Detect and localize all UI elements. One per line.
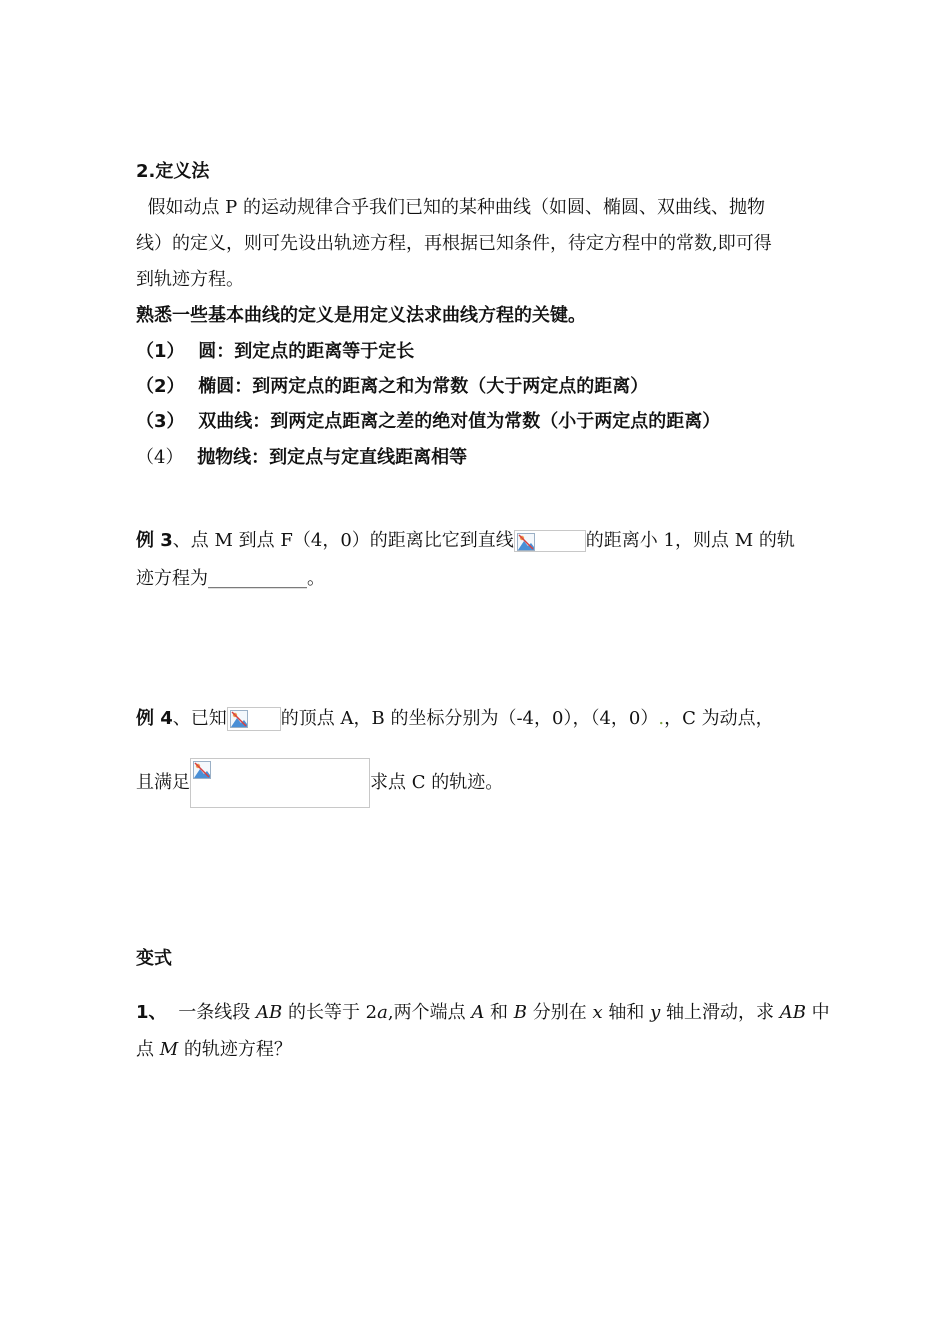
definition-2 (136, 375, 648, 399)
example4-line-2 (136, 758, 503, 808)
broken-image-icon (193, 761, 211, 779)
definition-text: 椭圆：到两定点的距离之和为常数（大于两定点的距离） (198, 376, 649, 397)
intro-line-2: 线）的定义，则可先设出轨迹方程，再根据已知条件，待定方程中的常数,即可得 (136, 233, 772, 254)
definition-1 (136, 340, 414, 364)
broken-image-icon (517, 533, 535, 551)
intro-line-1: 假如动点 P 的运动规律合乎我们已知的某种曲线（如圆、椭圆、双曲线、抛物 (136, 197, 765, 218)
variant-problem-1-line-2: 点 M 的轨迹方程？ (136, 1039, 292, 1060)
example4-line2-a: 且满足 (136, 772, 190, 793)
definition-number: （1） (136, 341, 185, 362)
definition-4 (136, 446, 467, 470)
example4-label: 例 4 (136, 708, 173, 729)
example3-text-b: 的距离小 1，则点 M 的轨 (585, 530, 795, 551)
example3-line-1 (136, 529, 795, 553)
condition-image (190, 758, 370, 808)
definition-3 (136, 410, 720, 434)
section-title: 2.定义法 (136, 161, 210, 182)
green-dot: . (658, 708, 665, 729)
variant-problem-1-line-1 (136, 1001, 830, 1025)
example4-text-a: 、已知 (172, 708, 227, 729)
definition-text: 双曲线：到两定点距离之差的绝对值为常数（小于两定点的距离） (198, 411, 721, 432)
problem-number: 1、 (136, 1002, 167, 1023)
definition-number: （3） (136, 411, 185, 432)
definition-text: 抛物线：到定点与定直线距离相等 (197, 447, 468, 468)
example4-line2-b: 求点 C 的轨迹。 (370, 772, 504, 793)
example3-text-a: 、点 M 到点 F（4，0）的距离比它到直线 (172, 530, 514, 551)
example4-line-1 (136, 707, 774, 731)
example3-line-2: 迹方程为___________。 (136, 568, 325, 589)
variant-title: 变式 (136, 948, 172, 969)
broken-image-icon (230, 710, 248, 728)
formula-image (514, 530, 586, 552)
example4-text-b: 的顶点 A，B 的坐标分别为（-4，0），（4，0） (280, 708, 659, 729)
key-point: 熟悉一些基本曲线的定义是用定义法求曲线方程的关键。 (136, 305, 586, 326)
definition-text: 圆：到定点的距离等于定长 (198, 341, 415, 362)
definition-number: （2） (136, 376, 185, 397)
intro-line-3: 到轨迹方程。 (136, 269, 244, 290)
problem-text: 一条线段 AB 的长等于 2a,两个端点 A 和 B 分别在 x 轴和 y 轴上滑动，求 AB 中 (178, 1002, 830, 1023)
example3-label: 例 3 (136, 530, 173, 551)
definition-number: （4） (136, 447, 184, 468)
example4-text-c: ，C 为动点， (664, 708, 774, 729)
triangle-image (227, 707, 281, 731)
